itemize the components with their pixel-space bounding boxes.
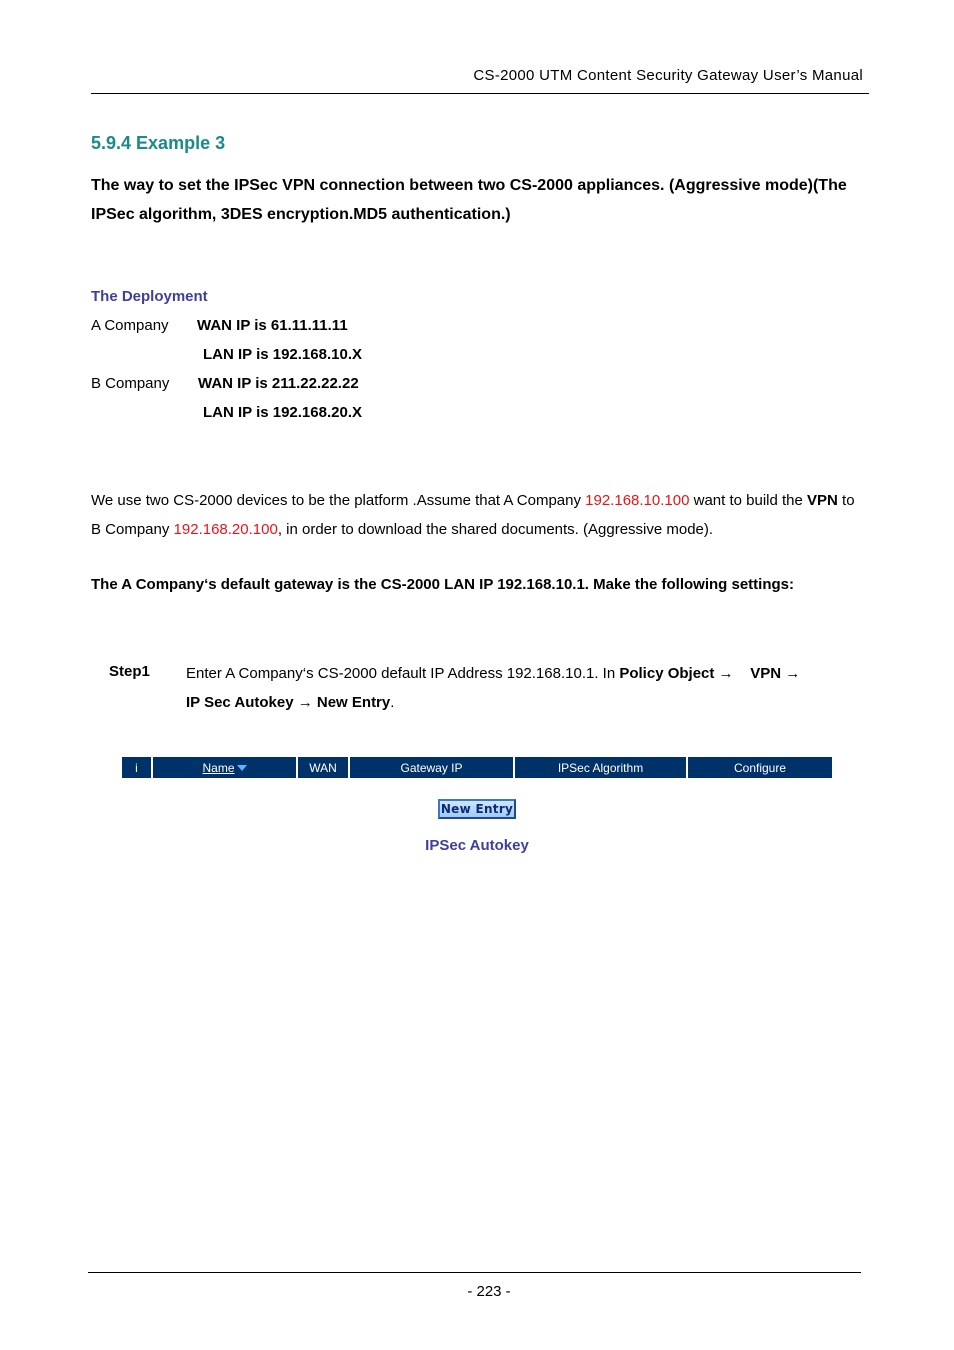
column-gateway-ip — [350, 757, 515, 778]
column-index-label: i — [135, 760, 138, 775]
column-name[interactable] — [153, 757, 298, 778]
a-company-wan — [197, 317, 348, 334]
figure-caption: IPSec Autokey — [425, 837, 529, 854]
b-company-wan — [198, 375, 359, 392]
column-configure-label: Configure — [733, 760, 787, 775]
step-new-entry: New Entry — [312, 694, 391, 711]
ip-a-highlight: 192.168.10.100 — [585, 492, 690, 509]
a-company-lan — [203, 346, 362, 363]
para-text-3: to B Company — [91, 492, 855, 538]
b-company-label: B Company — [91, 375, 170, 392]
gateway-note: The A Company‘s default gateway is the CS-2000 LAN IP 192.168.10.1. Make the following settings: — [91, 576, 794, 593]
para-text-2: want to build the — [689, 492, 808, 509]
arrow-icon: → — [718, 665, 734, 682]
b-lan-text: LAN IP is 192.168.20.X — [203, 404, 362, 421]
column-ipsec-algorithm-label: IPSec Algorithm — [557, 760, 644, 775]
ipsec-table-header — [122, 757, 832, 778]
arrow-icon: → — [785, 665, 801, 682]
step-policy-object: Policy Object — [619, 665, 719, 682]
column-configure — [688, 757, 832, 778]
para-text-1: We use two CS-2000 devices to be the platform .Assume that A Company — [91, 492, 586, 509]
arrow-icon: → — [297, 694, 313, 711]
header-title: CS-2000 UTM Content Security Gateway User’s Manual — [473, 67, 863, 84]
b-company-lan — [203, 404, 362, 421]
step-text — [186, 659, 866, 717]
step-ipsec-autokey: IP Sec Autokey — [186, 694, 298, 711]
page-number: - 223 - — [467, 1283, 511, 1300]
ip-b-highlight: 192.168.20.100 — [173, 521, 278, 538]
column-gateway-ip-label: Gateway IP — [400, 760, 463, 775]
sort-down-icon[interactable] — [237, 765, 247, 771]
column-wan-label: WAN — [309, 760, 337, 775]
section-title: 5.9.4 Example 3 — [91, 133, 226, 153]
step-text-2: . — [390, 694, 395, 711]
description-paragraph — [91, 486, 866, 544]
para-text-4: , in order to download the shared documents. (Aggressive mode). — [277, 521, 714, 538]
column-ipsec-algorithm — [515, 757, 688, 778]
header-rule — [91, 93, 869, 94]
step-vpn: VPN — [746, 665, 786, 682]
step-text-1: Enter A Company‘s CS-2000 default IP Address 192.168.10.1. In — [186, 665, 620, 682]
section-intro: The way to set the IPSec VPN connection between two CS-2000 appliances. (Aggressive mode)(The IPSec algorithm, 3DES encryption.MD5 authentication.) — [91, 177, 847, 223]
a-company-label: A Company — [91, 317, 169, 334]
a-wan-text: WAN IP is 61.11.11.11 — [197, 317, 348, 334]
a-lan-text: LAN IP is 192.168.10.X — [203, 346, 362, 363]
footer-rule — [88, 1272, 861, 1273]
vpn-bold: VPN — [807, 492, 838, 509]
deployment-heading: The Deployment — [91, 288, 208, 305]
new-entry-button[interactable]: New Entry — [438, 799, 516, 819]
column-index — [122, 757, 153, 778]
b-wan-text: WAN IP is 211.22.22.22 — [198, 375, 359, 392]
step-label: Step1 — [109, 663, 150, 680]
column-name-sort-link[interactable]: Name — [202, 760, 235, 775]
column-wan — [298, 757, 350, 778]
